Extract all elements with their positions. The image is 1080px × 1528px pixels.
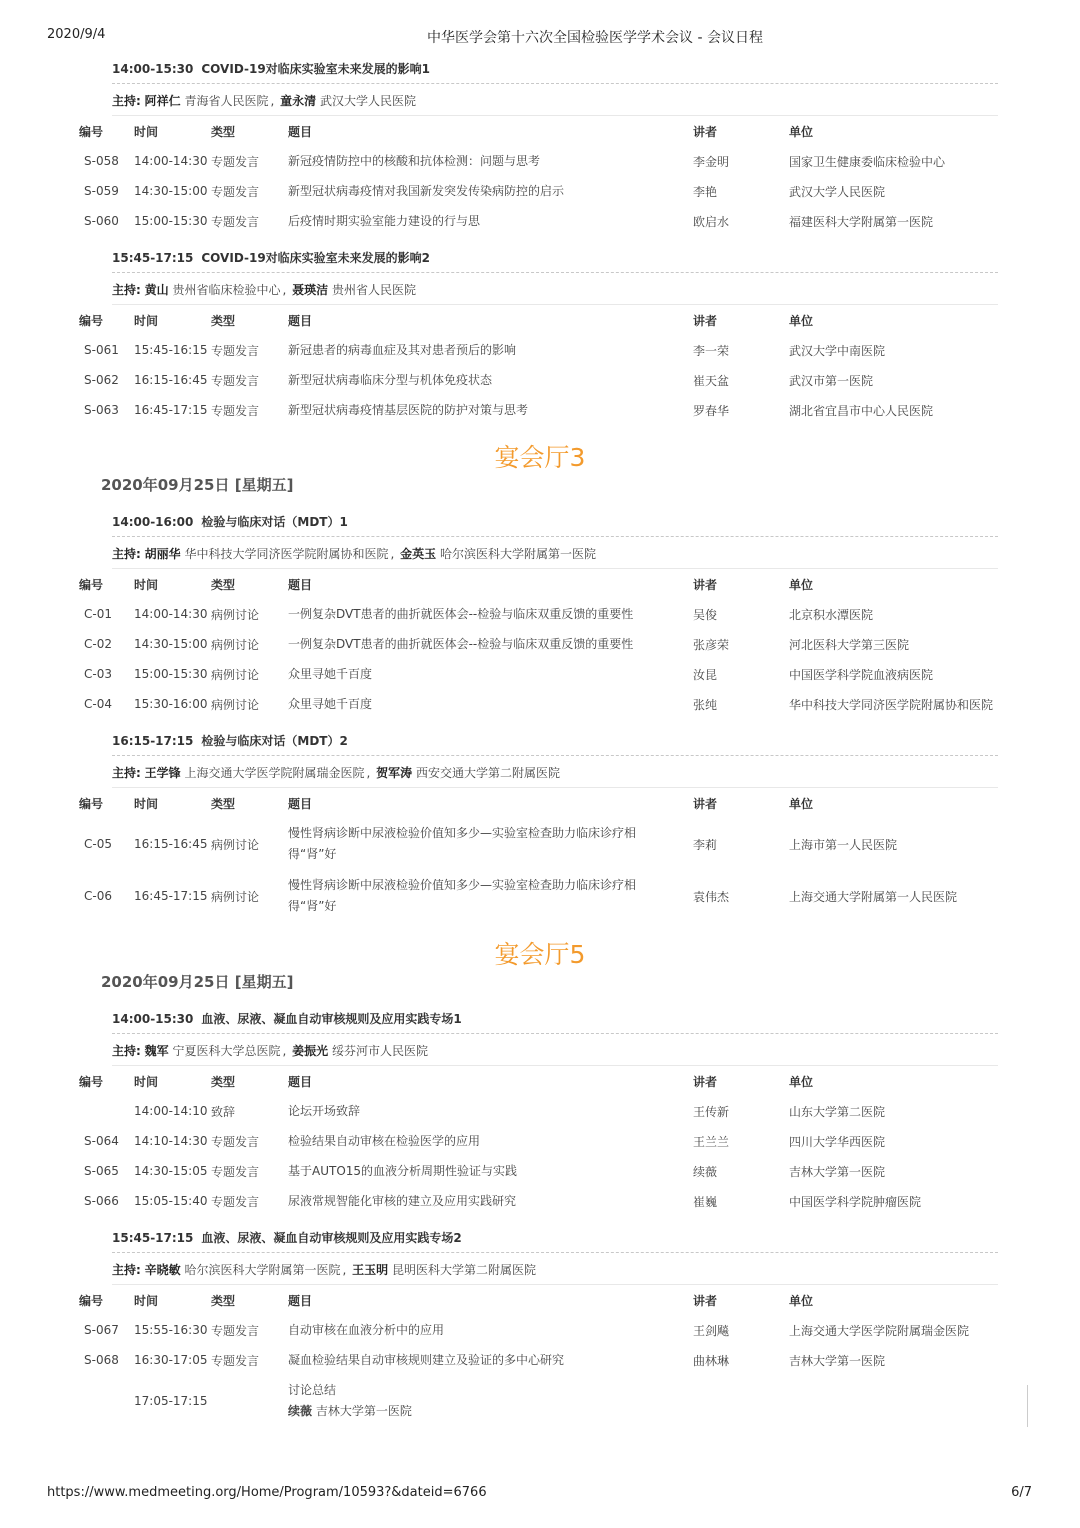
cell-topic: 新冠患者的病毒血症及其对患者预后的影响 (288, 342, 517, 357)
host-separator: , (282, 283, 287, 297)
closing-topic: 讨论总结 (288, 1383, 337, 1397)
cell-speaker: 续薇 (693, 1164, 718, 1179)
cell-unit: 国家卫生健康委临床检验中心 (789, 154, 946, 169)
table-header-row (76, 116, 1006, 146)
cell-type: 专题发言 (211, 1194, 260, 1209)
table-row (76, 1156, 1006, 1186)
cell-num: C-05 (84, 837, 112, 851)
cell-type: 专题发言 (211, 373, 260, 388)
table-row (76, 1345, 1006, 1375)
table-row (76, 335, 1006, 365)
program-content (0, 55, 1080, 1435)
column-header-type: 类型 (211, 1293, 236, 1308)
cell-time: 14:30-15:05 (134, 1164, 208, 1178)
column-header-time: 时间 (134, 313, 159, 328)
column-header-time: 时间 (134, 1074, 159, 1089)
host-name: 姜振光 (292, 1044, 329, 1058)
column-header-speaker: 讲者 (693, 1074, 718, 1089)
closing-name: 续薇 (288, 1404, 313, 1418)
table-header-row (76, 1285, 1006, 1315)
session-time: 15:45-17:15 (112, 251, 194, 265)
table-row (76, 659, 1006, 689)
session-hosts (112, 540, 998, 569)
cell-unit: 上海交通大学医学院附属瑞金医院 (789, 1323, 970, 1338)
spacer-row (76, 1427, 1006, 1433)
cell-speaker: 李一荣 (693, 343, 730, 358)
cell-time: 14:30-15:00 (134, 637, 208, 651)
cell-time: 14:30-15:00 (134, 184, 208, 198)
column-header-time: 时间 (134, 796, 159, 811)
session-name: 检验与临床对话（MDT）1 (201, 515, 348, 529)
cell-time: 16:15-16:45 (134, 837, 208, 851)
host-label: 主持: (112, 766, 141, 780)
cell-speaker: 袁伟杰 (693, 889, 730, 904)
cell-time: 15:45-16:15 (134, 343, 208, 357)
host-label: 主持: (112, 547, 141, 561)
host-separator: , (342, 1263, 347, 1277)
cell-type: 专题发言 (211, 1323, 260, 1338)
cell-num: S-067 (84, 1323, 119, 1337)
cell-unit: 河北医科大学第三医院 (789, 637, 910, 652)
column-header-type: 类型 (211, 1074, 236, 1089)
session-hosts (112, 759, 998, 788)
cell-num: S-060 (84, 214, 119, 228)
table-row (76, 1186, 1006, 1216)
spacer-row (76, 1216, 1006, 1222)
cell-time: 16:30-17:05 (134, 1353, 208, 1367)
room-title: 宴会厅5 (494, 940, 586, 969)
host-org: 贵州省人民医院 (332, 283, 417, 297)
host-org: 哈尔滨医科大学附属第一医院 (184, 1263, 341, 1277)
schedule-table (76, 569, 1006, 725)
host-label: 主持: (112, 1263, 141, 1277)
spacer-row (76, 719, 1006, 725)
table-row (76, 206, 1006, 236)
session-name: COVID-19对临床实验室未来发展的影响1 (201, 62, 431, 76)
host-org: 华中科技大学同济医学院附属协和医院 (184, 547, 389, 561)
cell-num: S-065 (84, 1164, 119, 1178)
cell-speaker: 李艳 (693, 184, 718, 199)
cell-time: 14:00-14:30 (134, 154, 208, 168)
column-header-unit: 单位 (789, 1074, 814, 1089)
host-name: 胡丽华 (144, 547, 181, 561)
column-header-num: 编号 (79, 1293, 104, 1308)
column-header-time: 时间 (134, 1293, 159, 1308)
date-heading: 2020年09月25日 [星期五] (101, 973, 294, 991)
cell-type: 致辞 (211, 1104, 236, 1119)
host-name: 阿祥仁 (144, 94, 181, 108)
session-hosts (112, 87, 998, 116)
column-header-num: 编号 (79, 796, 104, 811)
session-header (112, 1224, 998, 1253)
cell-unit: 山东大学第二医院 (789, 1104, 886, 1119)
closing-org: 吉林大学第一医院 (315, 1404, 412, 1418)
closing-host (288, 1401, 994, 1422)
cell-type: 病例讨论 (211, 637, 260, 652)
cell-time: 15:05-15:40 (134, 1194, 208, 1208)
session-hosts (112, 1037, 998, 1066)
table-row (76, 870, 1006, 922)
host-org: 绥芬河市人民医院 (332, 1044, 429, 1058)
print-date: 2020/9/4 (47, 27, 106, 42)
column-header-speaker: 讲者 (693, 796, 718, 811)
cell-num: S-066 (84, 1194, 119, 1208)
column-header-unit: 单位 (789, 577, 814, 592)
table-row (76, 146, 1006, 176)
cell-topic: 后疫情时期实验室能力建设的行与思 (288, 213, 481, 228)
cell-speaker: 汝昆 (693, 667, 718, 682)
cell-speaker: 李莉 (693, 837, 718, 852)
host-org: 宁夏医科大学总医院 (172, 1044, 281, 1058)
cell-unit: 四川大学华西医院 (789, 1134, 886, 1149)
cell-topic: 一例复杂DVT患者的曲折就医体会--检验与临床双重反馈的重要性 (288, 636, 634, 651)
cell-num: C-02 (84, 637, 112, 651)
host-org: 上海交通大学医学院附属瑞金医院 (184, 766, 365, 780)
host-name: 贺军涛 (376, 766, 413, 780)
host-name: 王玉明 (352, 1263, 389, 1277)
column-header-topic: 题目 (288, 313, 313, 328)
date-heading: 2020年09月25日 [星期五] (101, 476, 294, 494)
column-header-topic: 题目 (288, 1293, 313, 1308)
table-row (76, 365, 1006, 395)
cell-speaker: 曲林琳 (693, 1353, 730, 1368)
cell-topic: 凝血检验结果自动审核规则建立及验证的多中心研究 (288, 1352, 565, 1367)
column-header-topic: 题目 (288, 124, 313, 139)
host-label: 主持: (112, 94, 141, 108)
session-name: 血液、尿液、凝血自动审核规则及应用实践专场2 (201, 1231, 462, 1245)
cell-speaker: 崔巍 (693, 1194, 718, 1209)
column-header-speaker: 讲者 (693, 577, 718, 592)
cell-num: S-063 (84, 403, 119, 417)
cell-topic: 众里寻她千百度 (288, 696, 373, 711)
schedule-table (76, 116, 1006, 242)
host-separator: , (366, 766, 371, 780)
cell-unit: 吉林大学第一医院 (789, 1164, 886, 1179)
cell-type: 专题发言 (211, 1353, 260, 1368)
table-header-row (76, 1066, 1006, 1096)
column-header-type: 类型 (211, 124, 236, 139)
host-separator: , (270, 94, 275, 108)
session-time: 14:00-15:30 (112, 62, 194, 76)
column-header-num: 编号 (79, 124, 104, 139)
session-header (112, 508, 998, 537)
cell-topic: 一例复杂DVT患者的曲折就医体会--检验与临床双重反馈的重要性 (288, 606, 634, 621)
cell-speaker: 李金明 (693, 154, 730, 169)
cell-time: 14:10-14:30 (134, 1134, 208, 1148)
session-time: 15:45-17:15 (112, 1231, 194, 1245)
cell-time: 14:00-14:10 (134, 1104, 208, 1118)
schedule-table (76, 305, 1006, 431)
cell-type: 专题发言 (211, 1164, 260, 1179)
session-block (0, 1005, 1080, 1222)
cell-unit: 中国医学科学院肿瘤医院 (789, 1194, 922, 1209)
table-row (76, 599, 1006, 629)
cell-num: S-061 (84, 343, 119, 357)
cell-time: 16:15-16:45 (134, 373, 208, 387)
session-hosts (112, 276, 998, 305)
column-header-topic: 题目 (288, 796, 313, 811)
cell-num: S-059 (84, 184, 119, 198)
host-name: 魏军 (144, 1044, 169, 1058)
cell-type: 病例讨论 (211, 697, 260, 712)
cell-unit: 福建医科大学附属第一医院 (789, 214, 934, 229)
cell-time: 15:30-16:00 (134, 697, 208, 711)
cell-topic: 新型冠状病毒疫情对我国新发突发传染病防控的启示 (288, 183, 565, 198)
cell-unit: 吉林大学第一医院 (789, 1353, 886, 1368)
host-org: 青海省人民医院 (184, 94, 269, 108)
spacer-row (76, 236, 1006, 242)
column-header-num: 编号 (79, 1074, 104, 1089)
column-header-time: 时间 (134, 124, 159, 139)
table-row (76, 629, 1006, 659)
table-row (76, 689, 1006, 719)
cell-unit: 武汉市第一医院 (789, 373, 874, 388)
host-org: 哈尔滨医科大学附属第一医院 (440, 547, 597, 561)
cell-topic: 慢性肾病诊断中尿液检验价值知多少—实验室检查助力临床诊疗相得“肾”好 (288, 826, 637, 861)
column-header-speaker: 讲者 (693, 313, 718, 328)
table-header-row (76, 305, 1006, 335)
cell-speaker: 罗春华 (693, 403, 730, 418)
session-block (0, 727, 1080, 928)
cell-speaker: 王兰兰 (693, 1134, 730, 1149)
cell-type: 专题发言 (211, 154, 260, 169)
session-block (0, 508, 1080, 725)
cell-type: 专题发言 (211, 343, 260, 358)
host-label: 主持: (112, 283, 141, 297)
room-title: 宴会厅3 (494, 443, 586, 472)
host-org: 西安交通大学第二附属医院 (416, 766, 561, 780)
cell-type: 病例讨论 (211, 667, 260, 682)
table-row (76, 818, 1006, 870)
cell-topic: 自动审核在血液分析中的应用 (288, 1322, 445, 1337)
cell-type: 专题发言 (211, 403, 260, 418)
cell-topic: 检验结果自动审核在检验医学的应用 (288, 1133, 481, 1148)
host-name: 聂瑛洁 (292, 283, 329, 297)
cell-topic: 新冠疫情防控中的核酸和抗体检测：问题与思考 (288, 153, 541, 168)
schedule-table (76, 1066, 1006, 1222)
cell-topic: 尿液常规智能化审核的建立及应用实践研究 (288, 1193, 517, 1208)
cell-num: C-03 (84, 667, 112, 681)
session-time: 14:00-16:00 (112, 515, 194, 529)
column-header-unit: 单位 (789, 124, 814, 139)
session-name: 检验与临床对话（MDT）2 (201, 734, 348, 748)
column-header-type: 类型 (211, 577, 236, 592)
cell-topic: 新型冠状病毒临床分型与机体免疫状态 (288, 372, 493, 387)
cell-speaker: 崔天盆 (693, 373, 730, 388)
table-row (76, 176, 1006, 206)
cell-speaker: 王剑飚 (693, 1323, 730, 1338)
cell-speaker: 张彦荣 (693, 637, 730, 652)
session-time: 16:15-17:15 (112, 734, 194, 748)
column-header-type: 类型 (211, 313, 236, 328)
table-row (76, 1315, 1006, 1345)
cell-num: C-01 (84, 607, 112, 621)
page-url-link[interactable]: https://www.medmeeting.org/Home/Program/10593?&dateid=6766 (47, 1485, 487, 1500)
host-name: 辛晓敏 (144, 1263, 181, 1277)
session-header (112, 727, 998, 756)
table-row (76, 1126, 1006, 1156)
cell-unit: 武汉大学中南医院 (789, 343, 886, 358)
column-header-unit: 单位 (789, 313, 814, 328)
cell-time: 16:45-17:15 (134, 403, 208, 417)
table-header-row (76, 788, 1006, 818)
cell-num: C-04 (84, 697, 112, 711)
document-title: 中华医学会第十六次全国检验医学学术会议 - 会议日程 (427, 30, 763, 46)
cell-unit: 湖北省宜昌市中心人民医院 (789, 403, 934, 418)
spacer-row (76, 425, 1006, 431)
cell-num (76, 1375, 134, 1427)
cell-time: 15:00-15:30 (134, 214, 208, 228)
cell-type: 病例讨论 (211, 607, 260, 622)
cell-num: C-06 (84, 889, 112, 903)
cell-topic: 基于AUTO15的血液分析周期性验证与实践 (288, 1163, 518, 1178)
closing-row (76, 1375, 1006, 1427)
cell-unit: 北京积水潭医院 (789, 607, 874, 622)
host-name: 黄山 (144, 283, 169, 297)
session-block (0, 1224, 1080, 1433)
cell-type: 病例讨论 (211, 889, 260, 904)
cell-type: 专题发言 (211, 184, 260, 199)
cell-unit: 华中科技大学同济医学院附属协和医院 (789, 697, 994, 712)
column-header-topic: 题目 (288, 1074, 313, 1089)
cell-time: 16:45-17:15 (134, 889, 208, 903)
cell-num: S-068 (84, 1353, 119, 1367)
host-label: 主持: (112, 1044, 141, 1058)
schedule-table (76, 1285, 1006, 1433)
cell-topic: 新型冠状病毒疫情基层医院的防护对策与思考 (288, 402, 529, 417)
column-header-type: 类型 (211, 796, 236, 811)
column-header-time: 时间 (134, 577, 159, 592)
column-header-unit: 单位 (789, 1293, 814, 1308)
cell-topic (288, 1375, 1006, 1427)
column-header-speaker: 讲者 (693, 124, 718, 139)
column-header-num: 编号 (79, 577, 104, 592)
host-org: 昆明医科大学第二附属医院 (392, 1263, 537, 1277)
host-name: 童永清 (280, 94, 317, 108)
session-block (0, 55, 1080, 242)
column-header-unit: 单位 (789, 796, 814, 811)
host-org: 贵州省临床检验中心 (172, 283, 281, 297)
cell-topic: 众里寻她千百度 (288, 666, 373, 681)
cell-num: S-062 (84, 373, 119, 387)
cell-speaker: 张纯 (693, 697, 718, 712)
table-header-row (76, 569, 1006, 599)
scrollbar-edge (1027, 1385, 1028, 1427)
session-header (112, 244, 998, 273)
cell-unit: 武汉大学人民医院 (789, 184, 886, 199)
session-hosts (112, 1256, 998, 1285)
column-header-num: 编号 (79, 313, 104, 328)
session-time: 14:00-15:30 (112, 1012, 194, 1026)
column-header-topic: 题目 (288, 577, 313, 592)
cell-type: 专题发言 (211, 214, 260, 229)
host-separator: , (390, 547, 395, 561)
session-name: 血液、尿液、凝血自动审核规则及应用实践专场1 (201, 1012, 462, 1026)
cell-unit: 上海市第一人民医院 (789, 837, 898, 852)
cell-unit: 中国医学科学院血液病医院 (789, 667, 934, 682)
cell-num: S-064 (84, 1134, 119, 1148)
host-name: 王学锋 (144, 766, 181, 780)
session-block (0, 244, 1080, 431)
spacer-row (76, 922, 1006, 928)
session-header (112, 55, 998, 84)
cell-topic: 慢性肾病诊断中尿液检验价值知多少—实验室检查助力临床诊疗相得“肾”好 (288, 878, 637, 913)
table-row (76, 395, 1006, 425)
table-row (76, 1096, 1006, 1126)
host-org: 武汉大学人民医院 (320, 94, 417, 108)
cell-type: 病例讨论 (211, 837, 260, 852)
cell-type: 专题发言 (211, 1134, 260, 1149)
cell-time: 14:00-14:30 (134, 607, 208, 621)
cell-speaker: 吴俊 (693, 607, 718, 622)
cell-speaker: 王传新 (693, 1104, 730, 1119)
column-header-speaker: 讲者 (693, 1293, 718, 1308)
cell-time: 17:05-17:15 (134, 1394, 208, 1408)
session-header (112, 1005, 998, 1034)
cell-unit: 上海交通大学附属第一人民医院 (789, 889, 958, 904)
session-name: COVID-19对临床实验室未来发展的影响2 (201, 251, 431, 265)
cell-speaker: 欧启水 (693, 214, 730, 229)
cell-time: 15:55-16:30 (134, 1323, 208, 1337)
cell-type (211, 1375, 288, 1427)
schedule-table (76, 788, 1006, 928)
host-name: 金英玉 (400, 547, 437, 561)
cell-time: 15:00-15:30 (134, 667, 208, 681)
cell-num (76, 1096, 134, 1126)
cell-topic: 论坛开场致辞 (288, 1103, 361, 1118)
page-number: 6/7 (1011, 1485, 1032, 1500)
cell-num: S-058 (84, 154, 119, 168)
host-separator: , (282, 1044, 287, 1058)
